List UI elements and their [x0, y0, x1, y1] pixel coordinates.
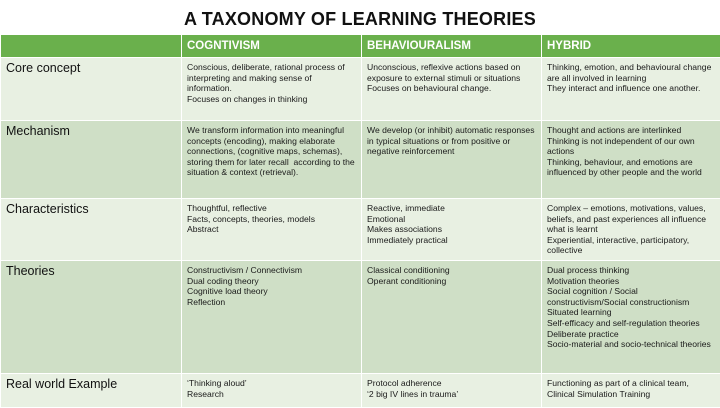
- cell-line: Clinical Simulation Training: [547, 389, 715, 400]
- cell-line: ‘Thinking aloud’: [187, 378, 356, 389]
- cell-line: Social cognition / Social constructivism/Social constructionism: [547, 286, 715, 307]
- table-row: [1, 58, 720, 121]
- cell-line: Conscious, deliberate, rational process of interpreting and making sense of information.: [187, 62, 356, 94]
- row-label: Real world Example: [1, 374, 182, 408]
- cell-line: Research: [187, 389, 356, 400]
- cell-line: Dual process thinking: [547, 265, 715, 276]
- header-hybrid: HYBRID: [542, 35, 720, 58]
- page-title: A TAXONOMY OF LEARNING THEORIES: [0, 9, 720, 30]
- row-label: Mechanism: [1, 121, 182, 199]
- header-behaviouralism: BEHAVIOURALISM: [362, 35, 542, 58]
- cell-line: Situated learning: [547, 307, 715, 318]
- cell-cognitivism: [182, 261, 362, 374]
- table-header-row: [1, 35, 720, 58]
- cell-line: Reflection: [187, 297, 356, 308]
- header-empty: [1, 35, 182, 58]
- cell-line: Deliberate practice: [547, 329, 715, 340]
- cell-line: Emotional: [367, 214, 536, 225]
- cell-line: Thinking, behaviour, and emotions are influenced by other people and the world: [547, 157, 715, 178]
- cell-line: Motivation theories: [547, 276, 715, 287]
- table-row: [1, 121, 720, 199]
- cell-hybrid: [542, 261, 720, 374]
- cell-cognitivism: [182, 374, 362, 408]
- cell-behaviouralism: [362, 58, 542, 121]
- cell-line: Constructivism / Connectivism: [187, 265, 356, 276]
- cell-line: Thought and actions are interlinked: [547, 125, 715, 136]
- cell-line: We transform information into meaningful concepts (encoding), making elaborate connections, (cognitive maps, schemas), storing them for later recall according to the situation & context (retrieval).: [187, 125, 356, 178]
- row-label: Core concept: [1, 58, 182, 121]
- header-cognitivism: COGNTIVISM: [182, 35, 362, 58]
- cell-line: Thinking is not independent of our own actions: [547, 136, 715, 157]
- cell-line: We develop (or inhibit) automatic responses in typical situations or from positive or negative reinforcement: [367, 125, 536, 157]
- cell-behaviouralism: [362, 261, 542, 374]
- cell-line: Dual coding theory: [187, 276, 356, 287]
- cell-line: Focuses on changes in thinking: [187, 94, 356, 105]
- cell-line: Abstract: [187, 224, 356, 235]
- cell-line: Complex – emotions, motivations, values, beliefs, and past experiences all influence what is learnt: [547, 203, 715, 235]
- cell-behaviouralism: [362, 121, 542, 199]
- cell-line: Socio-material and socio-technical theories: [547, 339, 715, 350]
- cell-line: Protocol adherence: [367, 378, 536, 389]
- cell-line: Cognitive load theory: [187, 286, 356, 297]
- table-row: [1, 374, 720, 408]
- cell-line: Operant conditioning: [367, 276, 536, 287]
- cell-line: Thinking, emotion, and behavioural change are all involved in learning: [547, 62, 715, 83]
- cell-line: Classical conditioning: [367, 265, 536, 276]
- cell-behaviouralism: [362, 374, 542, 408]
- cell-line: Makes associations: [367, 224, 536, 235]
- cell-cognitivism: [182, 58, 362, 121]
- cell-hybrid: [542, 121, 720, 199]
- taxonomy-table: [0, 34, 720, 408]
- table-row: [1, 261, 720, 374]
- cell-line: Immediately practical: [367, 235, 536, 246]
- cell-line: Facts, concepts, theories, models: [187, 214, 356, 225]
- table-row: [1, 199, 720, 261]
- cell-line: Focuses on behavioural change.: [367, 83, 536, 94]
- cell-line: They interact and influence one another.: [547, 83, 715, 94]
- cell-line: Reactive, immediate: [367, 203, 536, 214]
- cell-line: Unconscious, reflexive actions based on exposure to external stimuli or situations: [367, 62, 536, 83]
- cell-hybrid: [542, 199, 720, 261]
- row-label: Characteristics: [1, 199, 182, 261]
- cell-line: Thoughtful, reflective: [187, 203, 356, 214]
- cell-hybrid: [542, 58, 720, 121]
- cell-line: Self-efficacy and self-regulation theories: [547, 318, 715, 329]
- cell-hybrid: [542, 374, 720, 408]
- cell-line: Experiential, interactive, participatory, collective: [547, 235, 715, 256]
- cell-line: ‘2 big IV lines in trauma’: [367, 389, 536, 400]
- cell-cognitivism: [182, 121, 362, 199]
- cell-behaviouralism: [362, 199, 542, 261]
- cell-line: Functioning as part of a clinical team,: [547, 378, 715, 389]
- row-label: Theories: [1, 261, 182, 374]
- cell-cognitivism: [182, 199, 362, 261]
